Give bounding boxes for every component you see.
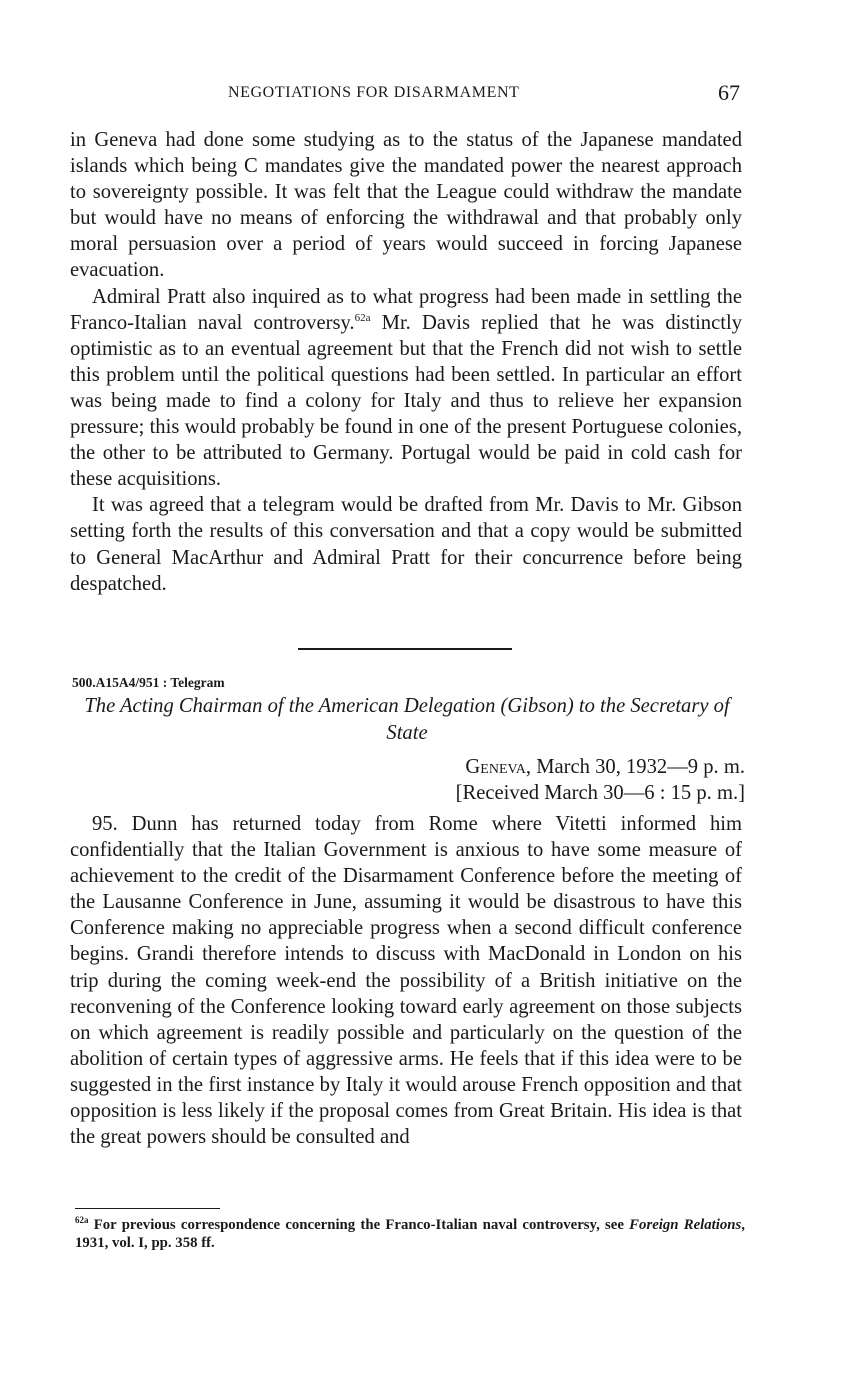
dateline-date: , March 30, 1932—9 p. m. bbox=[525, 756, 745, 778]
section-divider bbox=[298, 648, 512, 650]
footnote-text: For previous correspondence concerning the Franco-Italian naval controversy, see bbox=[88, 1216, 630, 1233]
document-file-id: 500.A15A4/951 : Telegram bbox=[72, 675, 225, 690]
page-number: 67 bbox=[718, 80, 740, 105]
running-title: NEGOTIATIONS FOR DISARMAMENT bbox=[228, 84, 520, 101]
document-title: The Acting Chairman of the American Delegation (Gibson) to the Secretary of State bbox=[84, 695, 730, 744]
paragraph-text: Mr. Davis replied that he was distinctly optimistic as to an eventual agreement but that the French did not wish to settle this problem until the political questions had been settled. In particular an effort was being made to find a colony for Italy and thus to relieve her expansion pressure; this would probably be found in one of the present Portuguese colonies, the other to be attributed to Germany. Portugal would be paid in cold cash for these acquisitions. bbox=[70, 311, 742, 491]
footnote-reference: 62a bbox=[354, 311, 371, 324]
telegram-body: 95. Dunn has returned today from Rome where Vitetti informed him confidentially that the Italian Government is anxious to have some measure of achievement to the credit of the Disarmament Conference before the meeting of the Lausanne Conference in June, assuming it would be disastrous to have this Conference making no appreciable progress when a second difficult conference begins. Grandi therefore intends to discuss with MacDonald in London on his trip during the coming week-end the possibility of a British initiative on the reconvening of the Conference looking toward early agreement on those subjects on which agreement is readily possible and particularly on the question of the abolition of certain types of aggressive arms. He feels that if this idea were to be suggested in the first instance by Italy it would arouse French opposition and that opposition is less likely if the proposal comes from Great Britain. His idea is that the great powers should be consulted and bbox=[70, 813, 742, 1149]
dateline bbox=[456, 754, 745, 806]
dateline-place: Geneva bbox=[465, 756, 526, 778]
paragraph-text: Admiral Pratt also inquired as to what progress had been made in settling the Franco-Italian naval controversy. bbox=[70, 285, 742, 334]
footnote bbox=[75, 1211, 745, 1252]
footnote-italic-title: Foreign Relations bbox=[629, 1216, 742, 1233]
body-text-continued bbox=[70, 127, 742, 597]
paragraph-telegram-agreement: It was agreed that a telegram would be drafted from Mr. Davis to Mr. Gibson setting forth the results of this conversation and that a copy would be submitted to General MacArthur and Admiral Pratt for their concurrence before being despatched. bbox=[70, 494, 742, 595]
running-head bbox=[70, 82, 742, 108]
dateline-received: [Received March 30—6 : 15 p. m.] bbox=[455, 782, 745, 804]
paragraph-mandated-islands: in Geneva had done some studying as to the status of the Japanese mandated islands which being C mandates give the mandated power the nearest approach to sovereignty possible. It was felt that the League could withdraw the mandate but would have no means of enforcing the withdrawal and that probably only moral persuasion over a period of years would succeed in forcing Japanese evacuation. bbox=[70, 129, 742, 282]
footnote-rule bbox=[75, 1208, 220, 1209]
paragraph-franco-italian bbox=[70, 284, 742, 493]
footnote-mark: 62a bbox=[75, 1215, 89, 1225]
footnote-text: , 1931, vol. I, pp. 358 ff. bbox=[75, 1216, 745, 1251]
dateline-sent bbox=[456, 754, 745, 780]
